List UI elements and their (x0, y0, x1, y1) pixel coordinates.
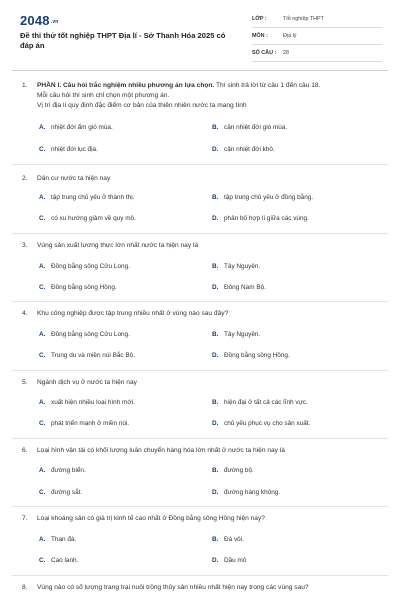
option-letter: D. (212, 284, 219, 291)
option-3-c[interactable] (39, 284, 117, 291)
option-text: cận nhiệt đới gió mùa. (224, 124, 288, 131)
option-text: Tây Nguyên. (224, 263, 261, 270)
option-4-a[interactable] (39, 331, 130, 338)
option-4-b[interactable] (212, 331, 260, 338)
question-text: Loại khoáng sản có giá trị kinh tế cao nhất ở Đồng bằng sông Hồng hiện nay? (37, 515, 265, 522)
option-text: Tây Nguyên. (224, 331, 261, 338)
question-number: 4. (22, 310, 28, 317)
exam-meta (252, 13, 382, 64)
option-2-a[interactable] (39, 194, 134, 201)
part-intro (37, 81, 387, 91)
part-instruction-2: Mỗi câu hỏi thí sinh chỉ chọn một phương án. (37, 92, 170, 99)
option-2-c[interactable] (39, 215, 136, 222)
option-letter: D. (212, 420, 219, 427)
question-divider (12, 438, 388, 439)
option-1-d[interactable] (212, 146, 275, 153)
option-text: tập trung chủ yếu ở thành thị. (51, 194, 135, 201)
option-text: cận nhiệt đới khô. (224, 146, 275, 153)
option-text: tập trung chủ yếu ở đồng bằng. (224, 194, 314, 201)
meta-subject-value: Địa lý (283, 33, 297, 39)
document-title: Đề thi thử tốt nghiệp THPT Địa lí - Sở Thanh Hóa 2025 có đáp án (20, 31, 226, 50)
part-instruction: Thí sinh trả lời từ câu 1 đến câu 18. (214, 82, 321, 89)
option-letter: D. (212, 557, 219, 564)
option-text: Đông Nam Bộ. (224, 284, 266, 291)
option-text: Đồng bằng sông Hồng. (224, 352, 290, 359)
option-letter: D. (212, 146, 219, 153)
option-letter: A. (39, 263, 46, 270)
option-2-d[interactable] (212, 215, 309, 222)
option-1-c[interactable] (39, 146, 98, 153)
option-5-d[interactable] (212, 420, 310, 427)
option-text: Cao lanh. (51, 557, 79, 564)
option-letter: C. (39, 420, 46, 427)
option-7-a[interactable] (39, 536, 76, 543)
meta-count-value: 28 (283, 50, 289, 56)
question-1-text: Vị trí địa lí quy định đặc điểm cơ bản của thiên nhiên nước ta mang tính (37, 102, 247, 109)
option-text: đường biển. (51, 467, 86, 474)
option-text: xuất hiện nhiều loại hình mới. (51, 399, 135, 406)
option-letter: B. (212, 467, 219, 474)
option-5-a[interactable] (39, 399, 135, 406)
question-text: Khu công nghiệp được tập trung nhiều nhất ở vùng nào sau đây? (37, 310, 229, 317)
option-text: phát triển mạnh ở miền núi. (51, 420, 130, 427)
option-6-d[interactable] (212, 489, 280, 496)
option-letter: B. (212, 124, 219, 131)
meta-count-row (252, 47, 382, 62)
question-text: Dân cư nước ta hiện nay (37, 175, 111, 182)
option-letter: B. (212, 331, 219, 338)
option-3-d[interactable] (212, 284, 266, 291)
option-1-a[interactable] (39, 124, 113, 131)
question-number: 6. (22, 447, 28, 454)
question-divider (12, 233, 388, 234)
option-letter: A. (39, 194, 46, 201)
question-divider (12, 575, 388, 576)
option-5-b[interactable] (212, 399, 308, 406)
option-1-b[interactable] (212, 124, 287, 131)
option-text: Đá vôi. (224, 536, 244, 543)
meta-class-label: LỚP : (252, 16, 267, 22)
option-letter: C. (39, 489, 46, 496)
option-7-d[interactable] (212, 557, 246, 564)
part-title: PHẦN I. Câu hỏi trắc nghiệm nhiều phương án lựa chọn. (37, 82, 215, 89)
option-6-b[interactable] (212, 467, 254, 474)
option-text: Dầu mỏ (224, 557, 247, 564)
option-text: đường sắt. (51, 489, 83, 496)
logo-text: 2048 (20, 13, 50, 28)
question-number: 7. (22, 515, 28, 522)
option-text: chủ yếu phục vụ cho sản xuất. (224, 420, 311, 427)
option-text: đường bộ. (224, 467, 254, 474)
option-letter: A. (39, 124, 46, 131)
question-divider (12, 164, 388, 165)
meta-count-label: SỐ CÂU : (252, 50, 277, 56)
question-number: 8. (22, 584, 28, 591)
option-text: Đồng bằng sông Hồng. (51, 284, 117, 291)
meta-class-value: Tốt nghiệp THPT (283, 16, 324, 22)
page-header (0, 0, 400, 72)
question-divider (12, 370, 388, 371)
option-7-b[interactable] (212, 536, 244, 543)
question-text: Vùng nào có số lượng trang trại nuôi trồng thủy sản nhiều nhất hiện nay trong các vùng sau? (37, 584, 309, 591)
option-letter: B. (212, 263, 219, 270)
option-letter: D. (212, 489, 219, 496)
question-text: Loại hình vận tải có khối lượng luân chuyển hàng hóa lớn nhất ở nước ta hiện nay là (37, 447, 285, 454)
option-text: nhiệt đới lục địa. (51, 146, 98, 153)
meta-subject-label: MÔN : (252, 33, 268, 39)
question-divider (12, 301, 388, 302)
option-letter: C. (39, 284, 46, 291)
logo-tld: .vn (50, 18, 59, 25)
option-6-c[interactable] (39, 489, 82, 496)
question-number: 3. (22, 242, 28, 249)
option-4-d[interactable] (212, 352, 290, 359)
option-letter: A. (39, 467, 46, 474)
meta-subject-row (252, 30, 382, 45)
option-letter: C. (39, 215, 46, 222)
option-text: có xu hướng giảm về quy mô. (51, 215, 136, 222)
option-text: Đồng bằng sông Cửu Long. (51, 263, 130, 270)
meta-class-row (252, 13, 382, 28)
option-letter: B. (212, 399, 219, 406)
option-letter: A. (39, 536, 46, 543)
option-letter: C. (39, 146, 46, 153)
option-letter: B. (212, 536, 219, 543)
question-text (37, 81, 387, 111)
option-letter: D. (212, 215, 219, 222)
option-letter: A. (39, 399, 46, 406)
option-4-c[interactable] (39, 352, 135, 359)
question-divider (12, 506, 388, 507)
option-text: Trung du và miền núi Bắc Bộ. (51, 352, 135, 359)
site-logo[interactable] (20, 13, 59, 28)
header-divider (12, 70, 388, 71)
option-letter: C. (39, 557, 46, 564)
option-text: hiện đại ở tất cả các lĩnh vực. (224, 399, 308, 406)
option-letter: C. (39, 352, 46, 359)
question-number: 2. (22, 175, 28, 182)
option-text: Than đá. (51, 536, 77, 543)
question-text: Ngành dịch vụ ở nước ta hiện nay (37, 379, 137, 386)
option-7-c[interactable] (39, 557, 78, 564)
option-5-c[interactable] (39, 420, 129, 427)
option-2-b[interactable] (212, 194, 313, 201)
option-text: phân bố hợp lí giữa các vùng. (224, 215, 309, 222)
option-text: nhiệt đới ẩm gió mùa. (51, 124, 113, 131)
option-letter: D. (212, 352, 219, 359)
question-number: 1. (22, 82, 28, 89)
question-text: Vùng sản xuất lương thực lớn nhất nước ta hiện nay là (37, 242, 199, 249)
option-6-a[interactable] (39, 467, 86, 474)
option-letter: A. (39, 331, 46, 338)
option-text: đường hàng không. (224, 489, 281, 496)
option-3-a[interactable] (39, 263, 130, 270)
option-3-b[interactable] (212, 263, 260, 270)
question-number: 5. (22, 379, 28, 386)
option-text: Đồng bằng sông Cửu Long. (51, 331, 130, 338)
option-letter: B. (212, 194, 219, 201)
